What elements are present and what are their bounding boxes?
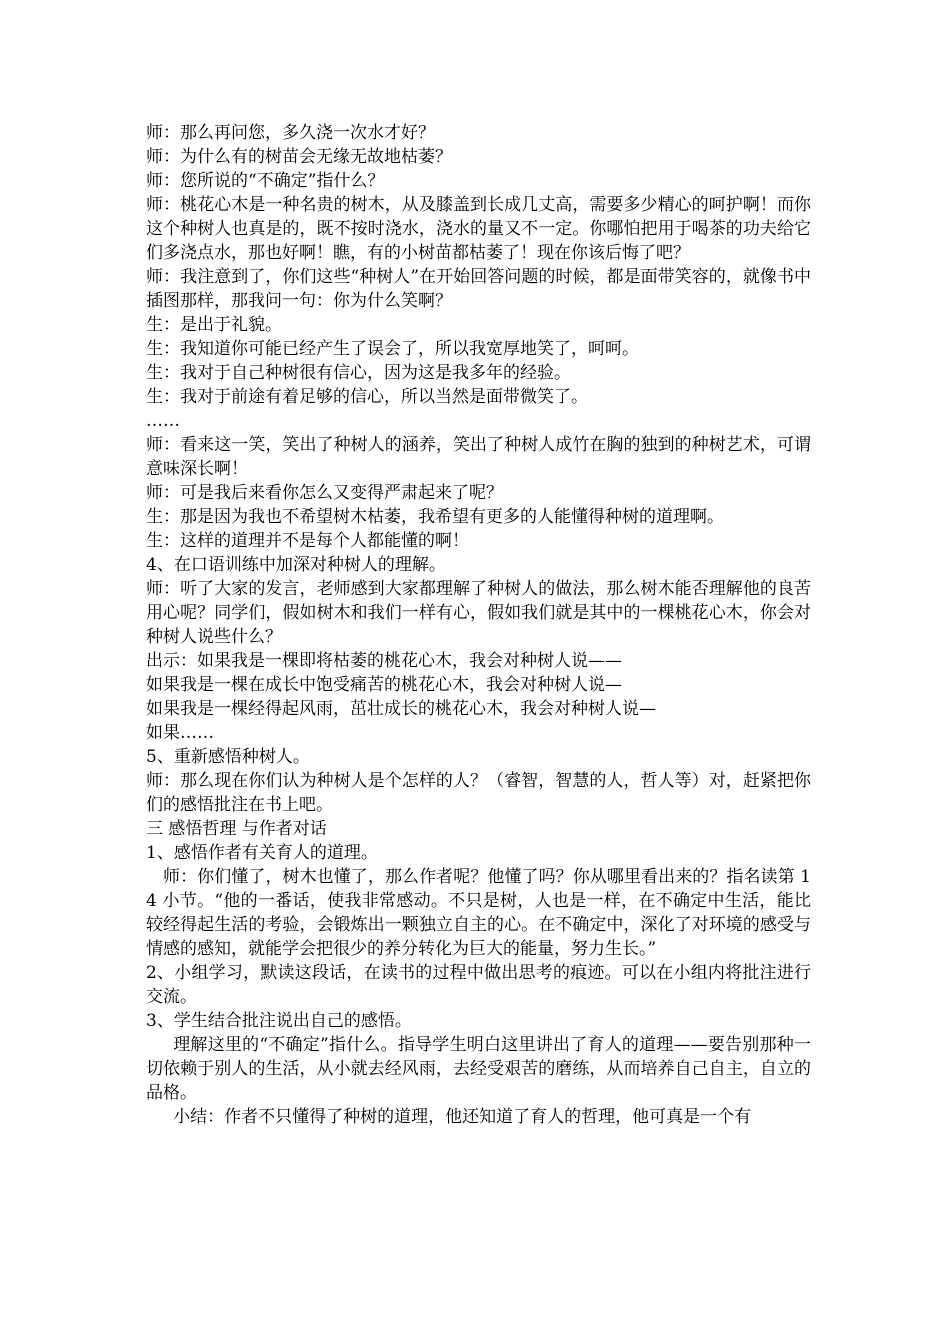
paragraph: 师：看来这一笑，笑出了种树人的涵养，笑出了种树人成竹在胸的独到的种树艺术，可谓意味深长啊！ [146, 435, 811, 479]
paragraph: 师：听了大家的发言，老师感到大家都理解了种树人的做法，那么树木能否理解他的良苦用心呢？同学们，假如树木和我们一样有心，假如我们就是其中的一棵桃花心木，你会对种树人说些什么？ [146, 579, 811, 647]
paragraph: 生：我知道你可能已经产生了误会了，所以我宽厚地笑了，呵呵。 [146, 339, 639, 359]
paragraph: 师：桃花心木是一种名贵的树木，从及膝盖到长成几丈高，需要多少精心的呵护啊！而你这个种树人也真是的，既不按时浇水，浇水的量又不一定。你哪怕把用于喝茶的功夫给它们多浇点水，那也好啊！瞧，有的小树苗都枯萎了！现在你该后悔了吧？ [146, 195, 811, 263]
paragraph: 小结：作者不只懂得了种树的道理，他还知道了育人的哲理，他可真是一个有 [173, 1107, 752, 1127]
paragraph: 师：你们懂了，树木也懂了，那么作者呢？他懂了吗？你从哪里看出来的？指名读第 14 小节。“他的一番话，使我非常感动。不只是树，人也是一样，在不确定中生活，能比较经得起生活的考验，会锻炼出一颗独立自主的心。在不确定中，深化了对环境的感受与情感的感知，就能学会把很少的养分转化为巨大的能量，努力生长。” [146, 867, 811, 959]
paragraph: 如果我是一棵在成长中饱受痛苦的桃花心木，我会对种树人说— [146, 675, 622, 695]
paragraph: 生：是出于礼貌。 [146, 315, 282, 335]
paragraph: 生：这样的道理并不是每个人都能懂的啊！ [146, 531, 469, 551]
document-body [146, 121, 811, 1129]
paragraph: 生：我对于自己种树很有信心，因为这是我多年的经验。 [146, 363, 571, 383]
section-heading: 3、学生结合批注说出自己的感悟。 [146, 1011, 412, 1031]
paragraph: 理解这里的“不确定”指什么。指导学生明白这里讲出了育人的道理——要告别那种一切依赖于别人的生活，从小就去经风雨，去经受艰苦的磨练，从而培养自己自主，自立的品格。 [146, 1035, 811, 1103]
section-heading: 4、在口语训练中加深对种树人的理解。 [146, 555, 446, 575]
section-heading: 三 感悟哲理 与作者对话 [146, 819, 327, 839]
paragraph: 师：我注意到了，你们这些“种树人”在开始回答问题的时候，都是面带笑容的，就像书中插图那样，那我问一句：你为什么笑啊？ [146, 267, 811, 311]
paragraph: 生：我对于前途有着足够的信心，所以当然是面带微笑了。 [146, 387, 588, 407]
paragraph: …… [146, 411, 180, 431]
paragraph: 师：那么现在你们认为种树人是个怎样的人？（睿智，智慧的人，哲人等）对，赶紧把你们的感悟批注在书上吧。 [146, 771, 811, 815]
paragraph: 师：那么再问您，多久浇一次水才好？ [146, 123, 435, 143]
paragraph: 师：为什么有的树苗会无缘无故地枯萎？ [146, 147, 452, 167]
paragraph: 出示：如果我是一棵即将枯萎的桃花心木，我会对种树人说—— [146, 651, 622, 671]
paragraph: 生：那是因为我也不希望树木枯萎，我希望有更多的人能懂得种树的道理啊。 [146, 507, 724, 527]
section-heading: 1、感悟作者有关育人的道理。 [146, 843, 378, 863]
paragraph: 2、小组学习，默读这段话，在读书的过程中做出思考的痕迹。可以在小组内将批注进行交流。 [146, 963, 811, 1007]
section-heading: 5、重新感悟种树人。 [146, 747, 310, 767]
paragraph: 如果我是一棵经得起风雨，茁壮成长的桃花心木，我会对种树人说— [146, 699, 656, 719]
paragraph: 师：您所说的“不确定”指什么？ [146, 171, 385, 191]
paragraph: 师：可是我后来看你怎么又变得严肃起来了呢？ [146, 483, 503, 503]
paragraph: 如果…… [146, 723, 214, 743]
